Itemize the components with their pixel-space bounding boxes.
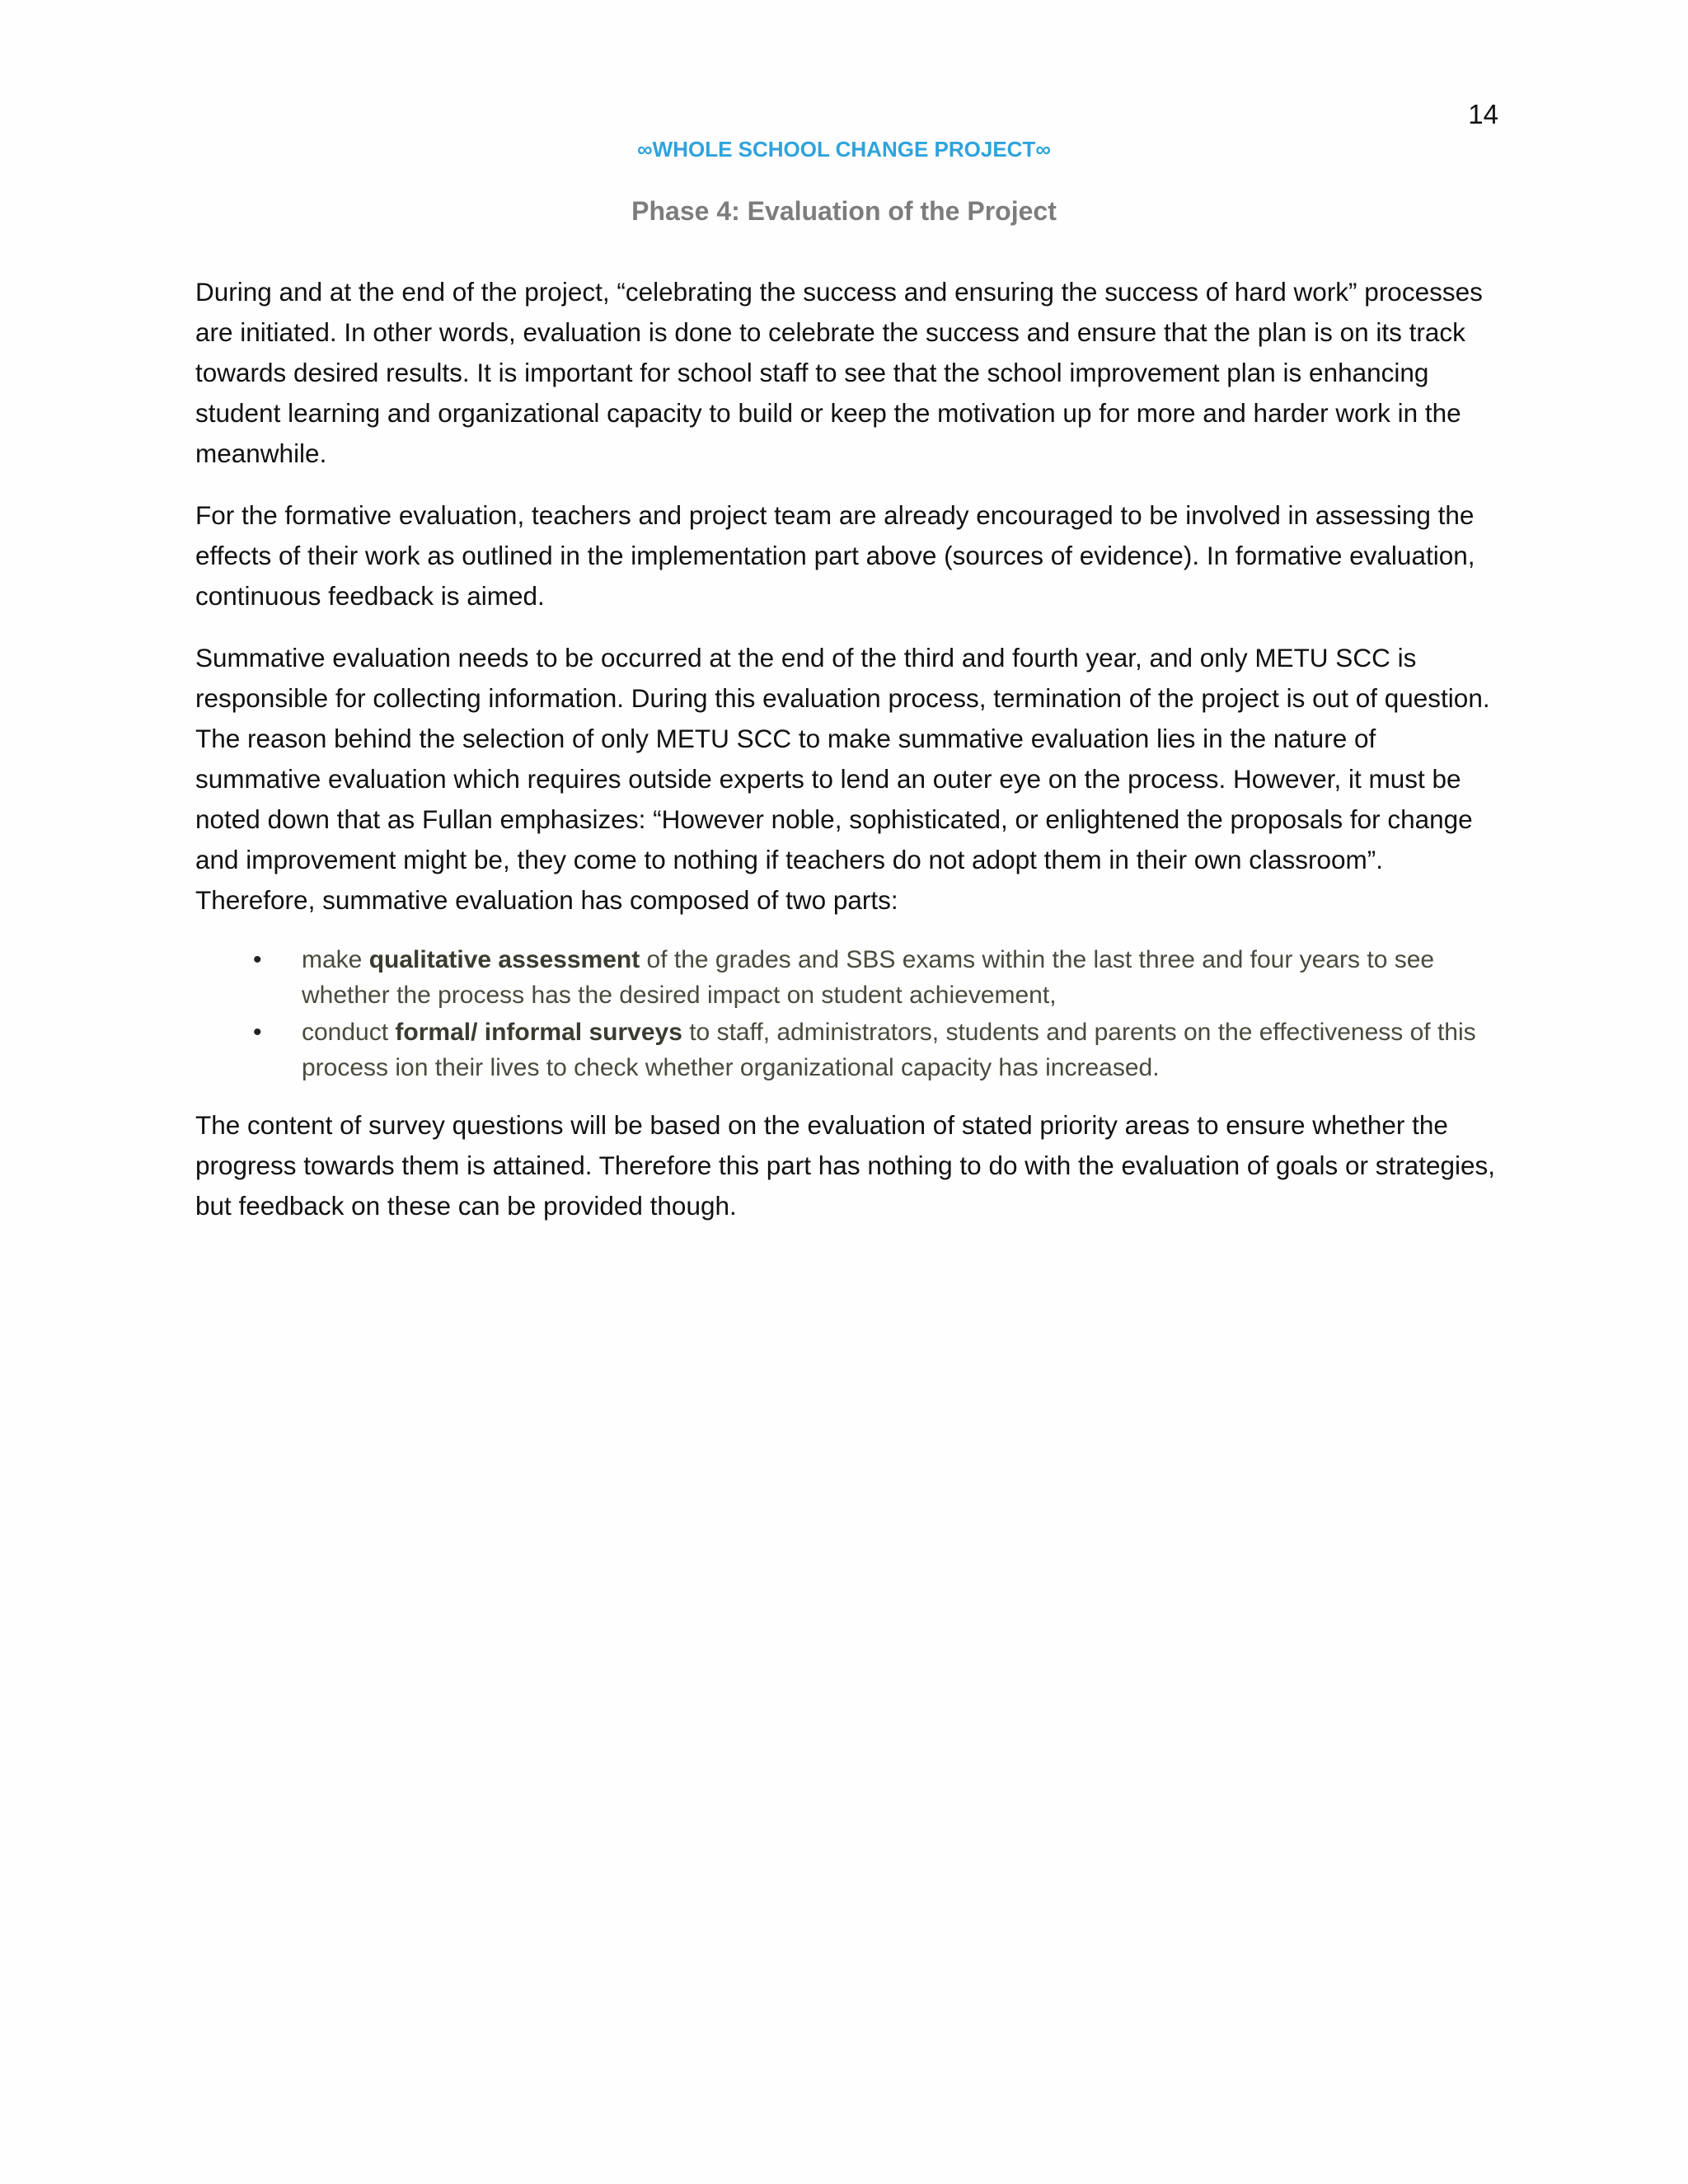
bullet-text-lead: make xyxy=(302,946,369,973)
bullet-icon: • xyxy=(253,1019,262,1046)
evaluation-parts-list xyxy=(195,942,1498,1085)
running-header: ∞WHOLE SCHOOL CHANGE PROJECT∞ xyxy=(637,137,1051,162)
bullet-bold-term: qualitative assessment xyxy=(368,946,640,973)
bullet-text-lead: conduct xyxy=(302,1019,396,1046)
list-item xyxy=(195,942,1498,1013)
paragraph-formative-evaluation: For the formative evaluation, teachers and project team are already encouraged to be involved in assessing the effects of their work as outlined in the implementation part above (sources of evidence). In formative evaluation, continuous feedback is aimed. xyxy=(195,500,1475,611)
list-item xyxy=(195,1015,1498,1085)
bullet-text-rest: to staff, administrators, students and parents on the effectiveness of this process ion their lives to check whether organizational capacity has increased. xyxy=(302,1019,1476,1081)
page-number: 14 xyxy=(1468,99,1498,129)
paragraph-summative-evaluation: Summative evaluation needs to be occurred at the end of the third and fourth year, and only METU SCC is responsible for collecting information. During this evaluation process, termination of the project is out of question. The reason behind the selection of only METU SCC to make summative evaluation lies in the nature of summative evaluation which requires outside experts to lend an outer eye on the process. However, it must be noted down that as Fullan emphasizes: “However noble, sophisticated, or enlightened the proposals for change and improvement might be, they come to nothing if teachers do not adopt them in their own classroom”. Therefore, summative evaluation has composed of two parts: xyxy=(195,643,1490,915)
bullet-icon: • xyxy=(253,946,262,973)
document-body xyxy=(195,272,1498,1248)
paragraph-celebrating-success: During and at the end of the project, “celebrating the success and ensuring the success of hard work” processes are initiated. In other words, evaluation is done to celebrate the success and ensure that the plan is on its track towards desired results. It is important for school staff to see that the school improvement plan is enhancing student learning and organizational capacity to build or keep the motivation up for more and harder work in the meanwhile. xyxy=(195,277,1483,468)
section-title: Phase 4: Evaluation of the Project xyxy=(631,196,1057,226)
paragraph-survey-content: The content of survey questions will be based on the evaluation of stated priority areas to ensure whether the progress towards them is attained. Therefore this part has nothing to do with the evaluation of goals or strategies, but feedback on these can be provided though. xyxy=(195,1110,1496,1221)
bullet-text-rest: of the grades and SBS exams within the last three and four years to see whether the process has the desired impact on student achievement, xyxy=(302,946,1435,1009)
bullet-bold-term: formal/ informal surveys xyxy=(395,1019,682,1046)
